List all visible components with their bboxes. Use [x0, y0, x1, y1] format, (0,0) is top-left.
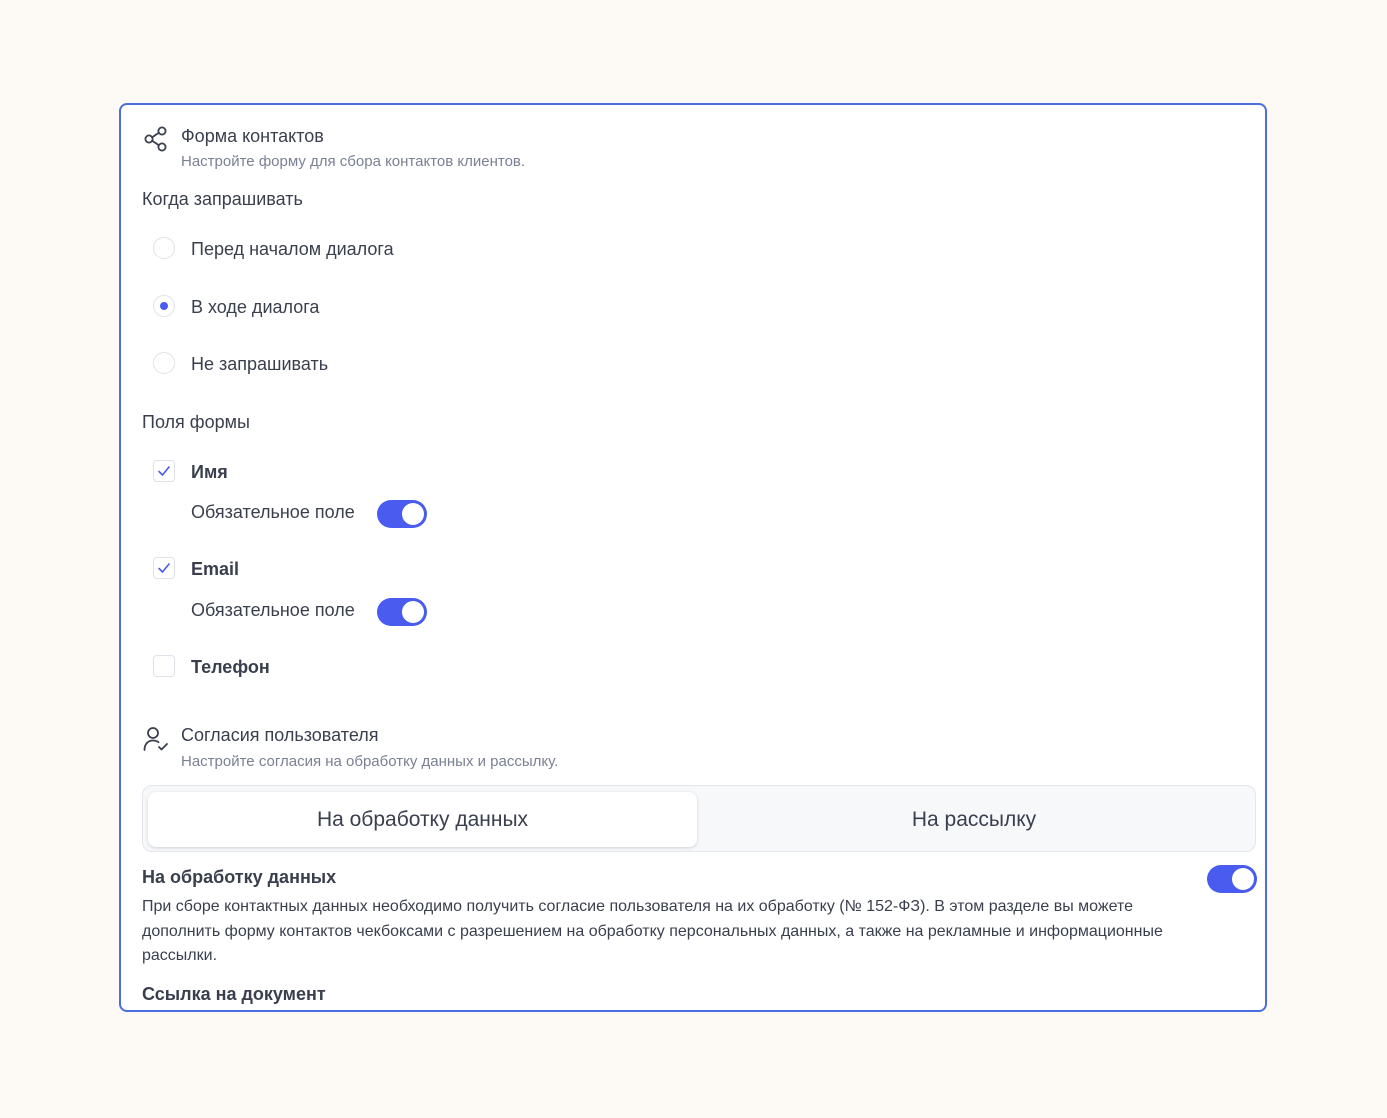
consent-section-title: На обработку данных — [142, 867, 337, 887]
check-icon — [157, 561, 171, 575]
consents-subtitle: Настройте согласия на обработку данных и рассылку. — [181, 753, 559, 770]
checkbox-name[interactable] — [153, 460, 175, 482]
contact-form-subtitle: Настройте форму для сбора контактов клиентов. — [181, 153, 526, 170]
contact-form-title: Форма контактов — [181, 126, 324, 146]
field-label-email[interactable]: Email — [191, 559, 240, 579]
radio-label-dont-ask[interactable]: Не запрашивать — [191, 354, 329, 374]
checkbox-email[interactable] — [153, 557, 175, 579]
consent-description: При сборе контактных данных необходимо получить согласие пользователя на их обработку (№ 152-ФЗ). В этом разделе вы можете дополнить форму контактов чекбоксами с разрешением на обработку персональных данных, а также на рекламные и информационные рассылки. — [142, 898, 1163, 964]
checkbox-phone[interactable] — [153, 655, 175, 677]
required-toggle-email[interactable] — [377, 598, 427, 626]
radio-label-during-dialog[interactable]: В ходе диалога — [191, 297, 320, 317]
settings-card — [119, 103, 1267, 1012]
field-label-phone[interactable]: Телефон — [191, 657, 270, 677]
required-label-email: Обязательное поле — [191, 600, 355, 620]
required-label-name: Обязательное поле — [191, 502, 355, 522]
check-icon — [157, 464, 171, 478]
radio-label-before-dialog[interactable]: Перед началом диалога — [191, 239, 394, 259]
radio-before-dialog[interactable] — [153, 237, 175, 259]
share-icon — [142, 125, 170, 153]
when-to-ask-label: Когда запрашивать — [142, 189, 303, 209]
tab-data-processing[interactable]: На обработку данных — [148, 792, 697, 847]
required-toggle-name[interactable] — [377, 500, 427, 528]
field-label-name[interactable]: Имя — [191, 462, 228, 482]
tab-mailing[interactable]: На рассылку — [911, 808, 1037, 831]
radio-dont-ask[interactable] — [153, 352, 175, 374]
form-fields-label: Поля формы — [142, 412, 250, 432]
consent-tabs — [142, 785, 1256, 852]
document-link-label: Ссылка на документ — [142, 984, 326, 1004]
user-check-icon — [142, 725, 170, 753]
consents-title: Согласия пользователя — [181, 725, 379, 745]
consent-enabled-toggle[interactable] — [1207, 865, 1257, 893]
radio-during-dialog[interactable] — [153, 295, 175, 317]
